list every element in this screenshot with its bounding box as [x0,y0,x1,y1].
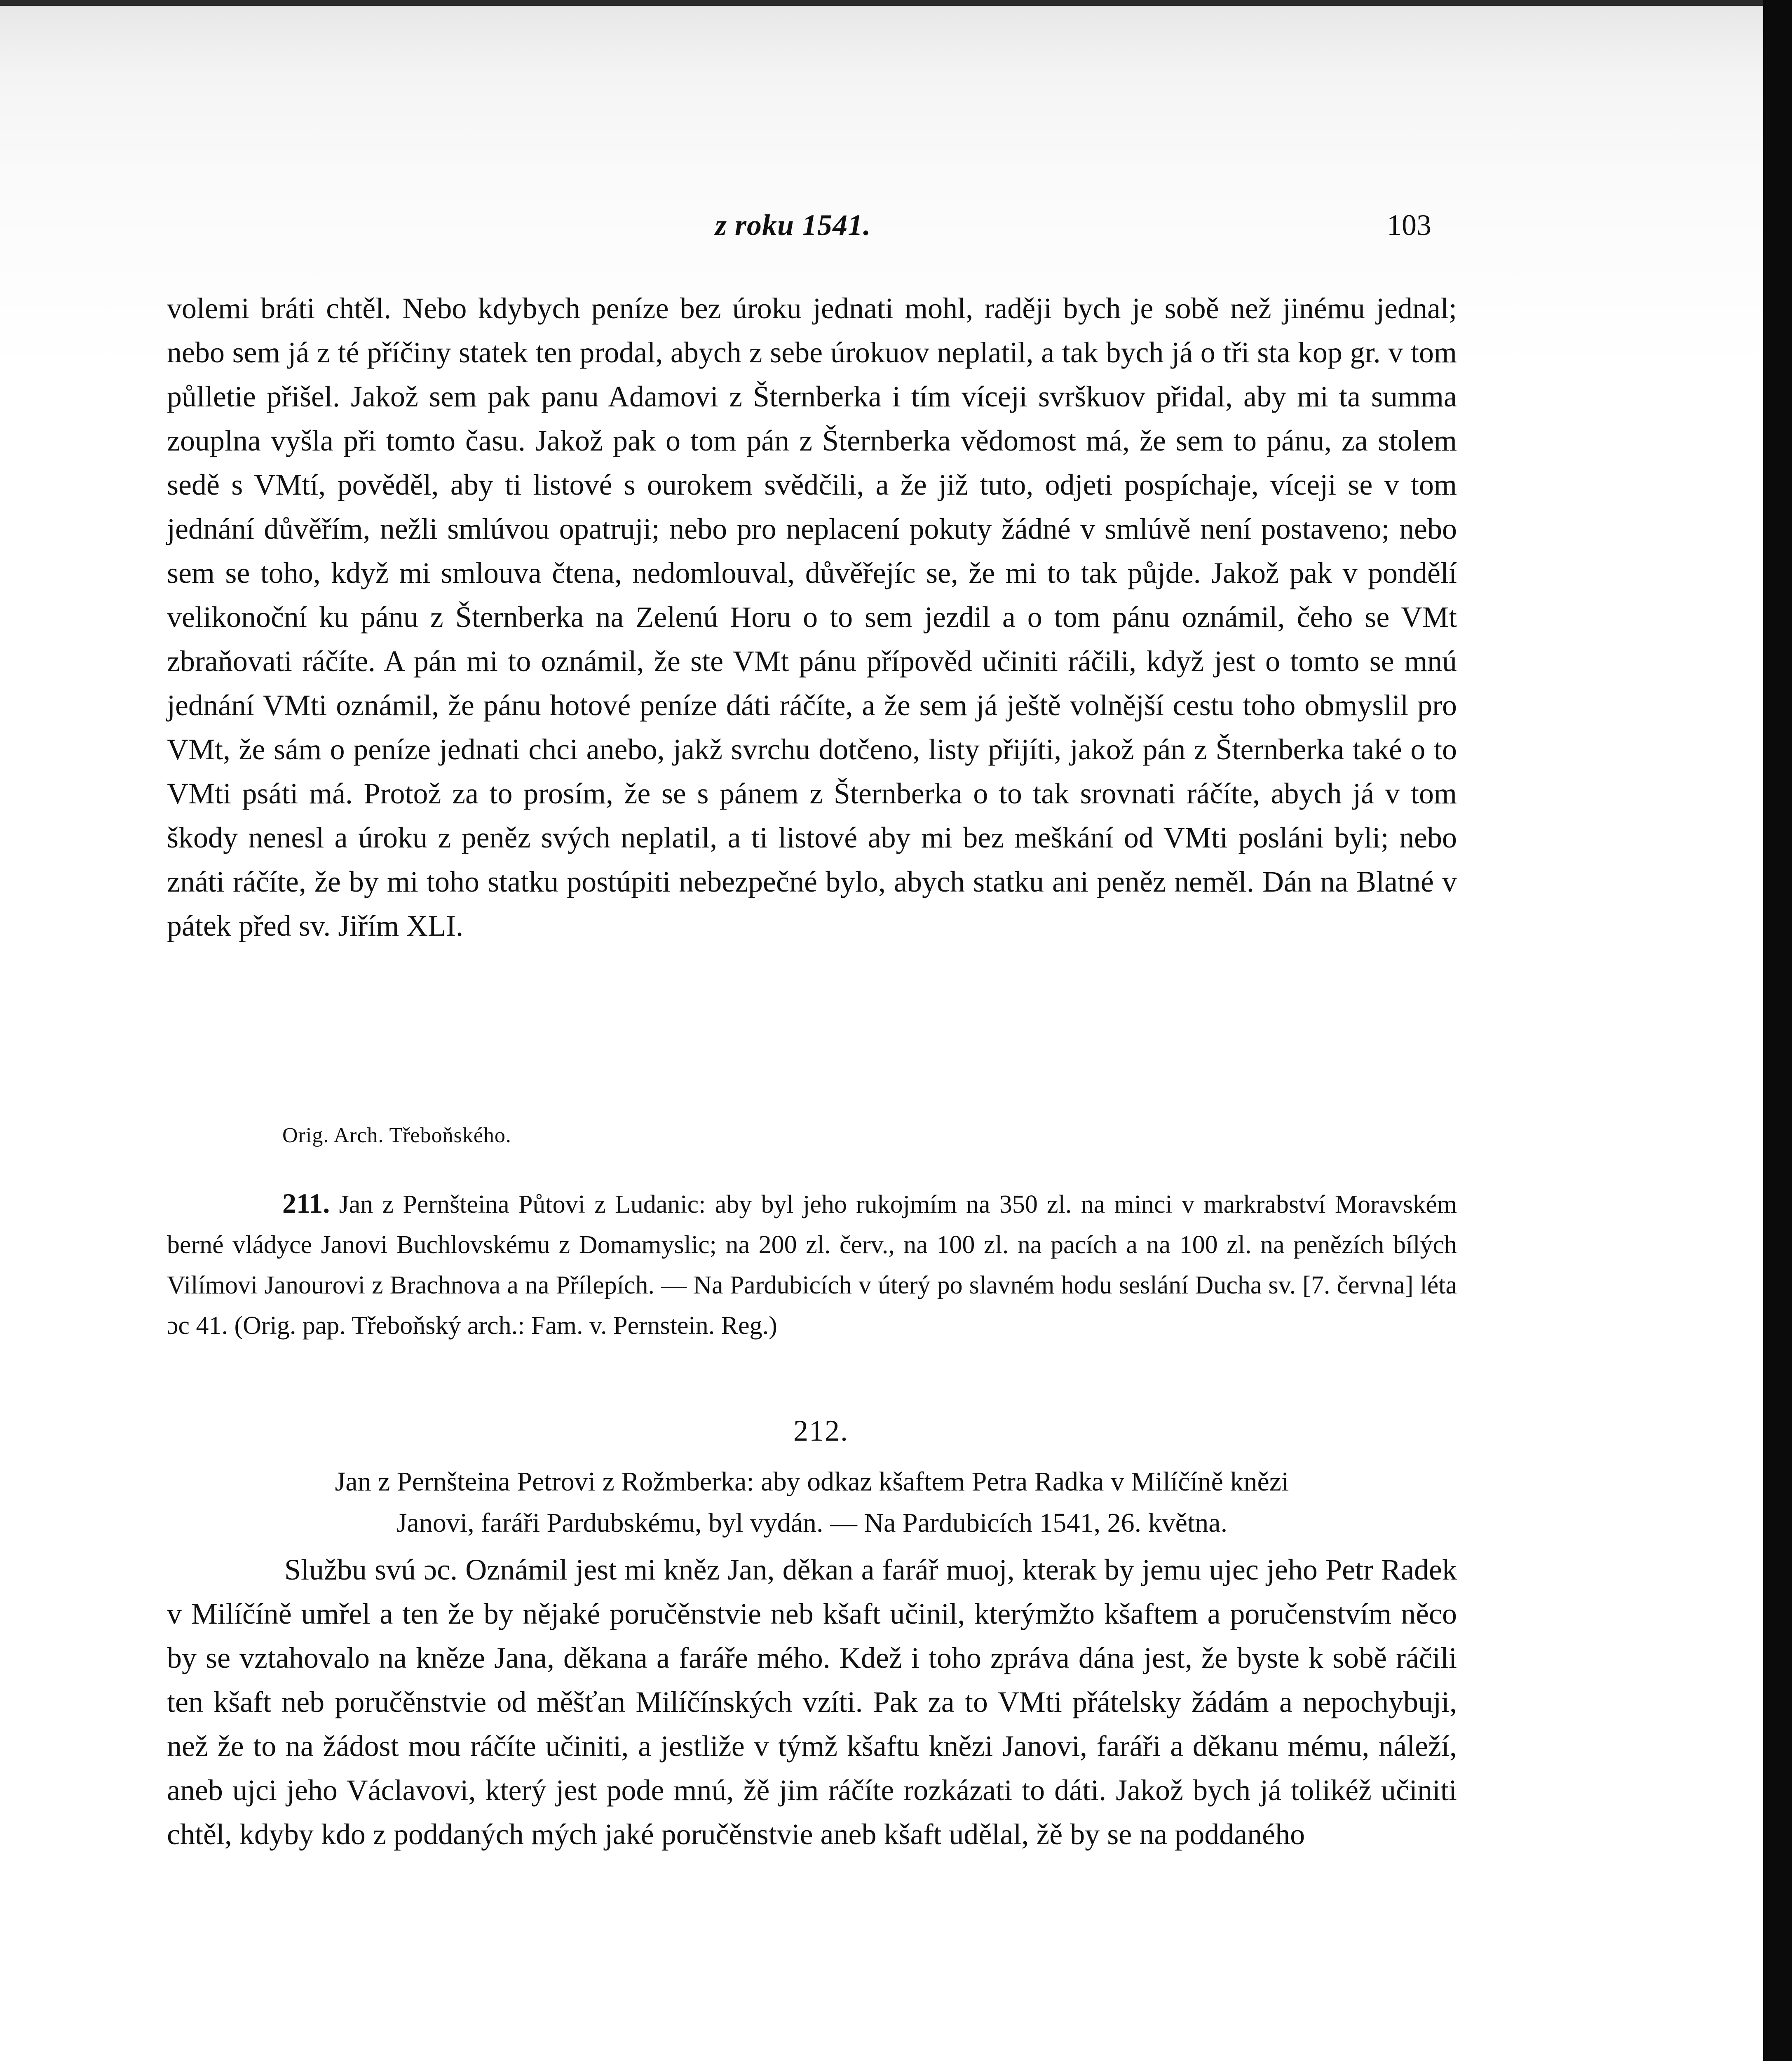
scan-edge-right [1763,0,1792,2061]
entry-211 [167,1183,1457,1346]
entry-212-regest-line-2: Janovi, faráři Pardubskému, byl vydán. — Na Pardubicích 1541, 26. května. [396,1508,1228,1538]
entry-211-number: 211. [282,1188,330,1219]
source-note: Orig. Arch. Třeboňského. [282,1124,511,1147]
scan-edge-top [0,0,1792,6]
entry-211-text: Jan z Pernšteina Půtovi z Ludanic: aby byl jeho rukojmím na 350 zl. na minci v markrabství Moravském berné vládyce Janovi Buchlovskému z Domamyslic; na 200 zl. červ., na 100 zl. na pacích a na 100 zl. na penězích bílých Vilímovi Janourovi z Brachnova a na Přílepích. — Na Pardubicích v úterý po slavném hodu seslání Ducha sv. [7. června] léta ɔc 41. (Orig. pap. Třeboňský arch.: Fam. v. Pernstein. Reg.) [167,1190,1457,1340]
entry-212-regest-line-1: Jan z Pernšteina Petrovi z Rožmberka: aby odkaz kšaftem Petra Radka v Milíčíně knězi [335,1467,1289,1497]
letter-210-body: volemi bráti chtěl. Nebo kdybych peníze bez úroku jednati mohl, raději bych je sobě než jinému jednal; nebo sem já z té příčiny statek ten prodal, abych z sebe úrokuov neplatil, a tak bych já o tři sta kop gr. v tom půlletie přišel. Jakož sem pak panu Adamovi z Šternberka i tím víceji svrškuov přidal, aby mi ta summa zouplna vyšla při tomto času. Jakož pak o tom pán z Šternberka vědomost má, že sem to pánu, za stolem sedě s VMtí, pověděl, aby ti listové s ourokem svědčili, a že již tuto, odjeti pospíchaje, víceji se v tom jednání důvěřím, nežli smlúvou opatruji; nebo pro neplacení pokuty žádné v smlúvě není postaveno; nebo sem se toho, když mi smlouva čtena, nedomlouval, důvěřejíc se, že mi to tak půjde. Jakož pak v pondělí velikonoční ku pánu z Šternberka na Zelenú Horu o to sem jezdil a o tom pánu oznámil, čeho se VMt zbraňovati ráčíte. A pán mi to oznámil, že ste VMt pánu přípověd učiniti ráčili, když jest o tomto se mnú jednání VMti oznámil, že pánu hotové peníze dáti ráčíte, a že sem já ještě volnější cestu toho obmyslil pro VMt, že sám o peníze jednati chci anebo, jakž svrchu dotčeno, listy přijíti, jakož pán z Šternberka také o to VMti psáti má. Protož za to prosím, že se s pánem z Šternberka o to tak srovnati ráčíte, abych já v tom škody nenesl a úroku z peněz svých neplatil, a ti listové aby mi bez meškání od VMti posláni byli; nebo znáti ráčíte, že by mi toho statku postúpiti nebezpečné bylo, abych statku ani peněz neměl. Dán na Blatné v pátek před sv. Jiřím XLI. [167,292,1457,942]
entry-212-regest [177,1461,1447,1544]
page-number: 103 [1387,209,1431,242]
letter-212-body: Službu svú ɔc. Oznámil jest mi kněz Jan, děkan a farář muoj, kterak by jemu ujec jeho Petr Radek v Milíčíně umřel a ten že by nějaké poručěnstvie neb kšaft učinil, kterýmžto kšaftem a poručenstvím něco by se vztahovalo na kněze Jana, děkana a faráře mého. Kdež i toho zpráva dána jest, že byste k sobě ráčili ten kšaft neb poručěnstvie od měšťan Milíčínských vzíti. Pak za to VMti přátelsky žádám a nepochybuji, než že to na žádost mou ráčíte učiniti, a jestliže v týmž kšaftu knězi Janovi, faráři a děkanu mému, náleží, aneb ujci jeho Václavovi, který jest pode mnú, žě jim ráčíte rozkázati to dáti. Jakož bych já tolikéž učiniti chtěl, kdyby kdo z poddaných mých jaké poručěnstvie aneb kšaft udělal, žě by se na poddaného [167,1553,1457,1851]
entry-212-number: 212. [793,1414,849,1447]
running-title: z roku 1541. [715,209,871,242]
